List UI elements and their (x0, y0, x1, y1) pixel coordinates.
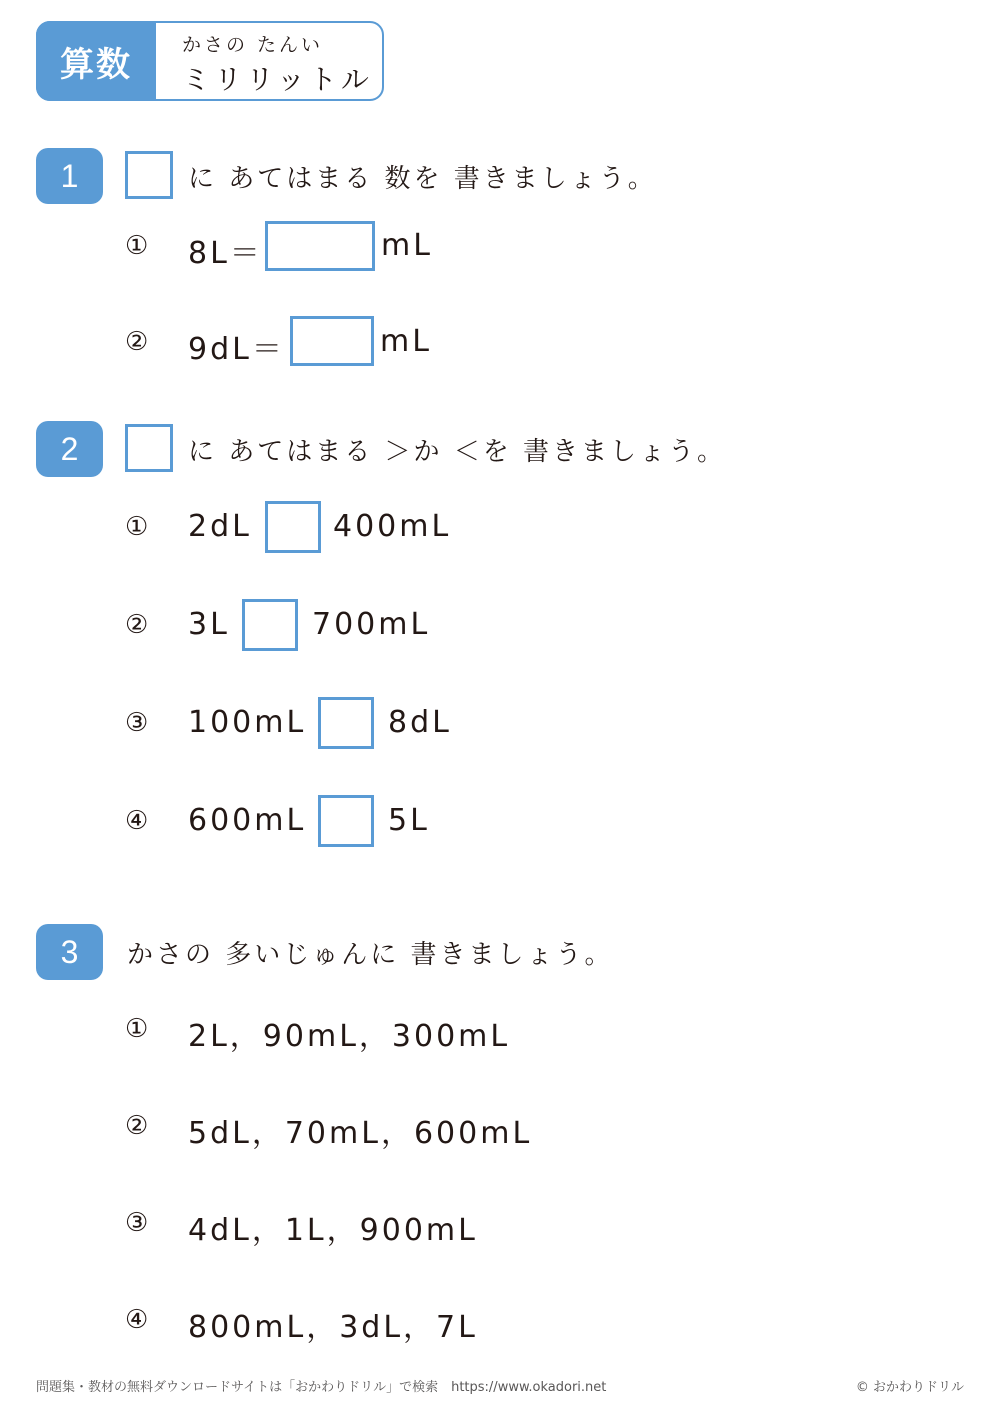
answer-box-legend (125, 424, 173, 472)
item-right-text: 400mL (333, 509, 452, 544)
item-left-text: 600mL (188, 803, 307, 838)
question-2-instruction: に あてはまる ＞か ＜を 書きましょう。 (188, 437, 727, 467)
item-text: 800mL，3dL，7L (188, 1310, 478, 1345)
subject-badge: 算数 (36, 21, 156, 101)
item-right-text: 700mL (312, 607, 431, 642)
item-right-text: 8dL (388, 705, 452, 740)
item-left-text: 9dL＝ (188, 332, 285, 367)
item-text: 2L，90mL，300mL (188, 1019, 511, 1054)
answer-box[interactable] (318, 795, 374, 847)
page-title: ミリリットル (182, 63, 373, 96)
item-label: ④ (125, 1305, 149, 1335)
item-unit: mL (380, 324, 432, 359)
footer-copyright: © おかわりドリル (855, 1380, 964, 1395)
item-right-text: 5L (388, 803, 430, 838)
answer-box[interactable] (265, 501, 321, 553)
item-left-text: 3L (188, 607, 230, 642)
item-left-text: 8L＝ (188, 236, 263, 271)
footer-note: 問題集・教材の無料ダウンロードサイトは「おかわりドリル」で検索 https://www.okadori.net (36, 1380, 607, 1395)
question-2-badge: 2 (36, 421, 103, 477)
item-left-text: 2dL (188, 509, 252, 544)
item-label: ② (125, 327, 149, 357)
question-3-badge: 3 (36, 924, 103, 980)
item-unit: mL (381, 228, 433, 263)
item-label: ② (125, 610, 149, 640)
question-1-badge: 1 (36, 148, 103, 204)
item-label: ① (125, 231, 149, 261)
question-3-instruction: かさの 多いじゅんに 書きましょう。 (127, 940, 614, 970)
item-label: ④ (125, 806, 149, 836)
question-1-instruction: に あてはまる 数を 書きましょう。 (188, 164, 657, 194)
item-label: ③ (125, 1208, 149, 1238)
answer-box[interactable] (242, 599, 298, 651)
item-text: 4dL，1L，900mL (188, 1213, 478, 1248)
item-label: ① (125, 1014, 149, 1044)
item-label: ② (125, 1111, 149, 1141)
item-label: ① (125, 512, 149, 542)
answer-box[interactable] (265, 221, 375, 271)
item-label: ③ (125, 708, 149, 738)
item-text: 5dL，70mL，600mL (188, 1116, 533, 1151)
answer-box[interactable] (290, 316, 374, 366)
item-left-text: 100mL (188, 705, 307, 740)
answer-box[interactable] (318, 697, 374, 749)
subtitle: かさの たんい (182, 34, 324, 56)
answer-box-legend (125, 151, 173, 199)
